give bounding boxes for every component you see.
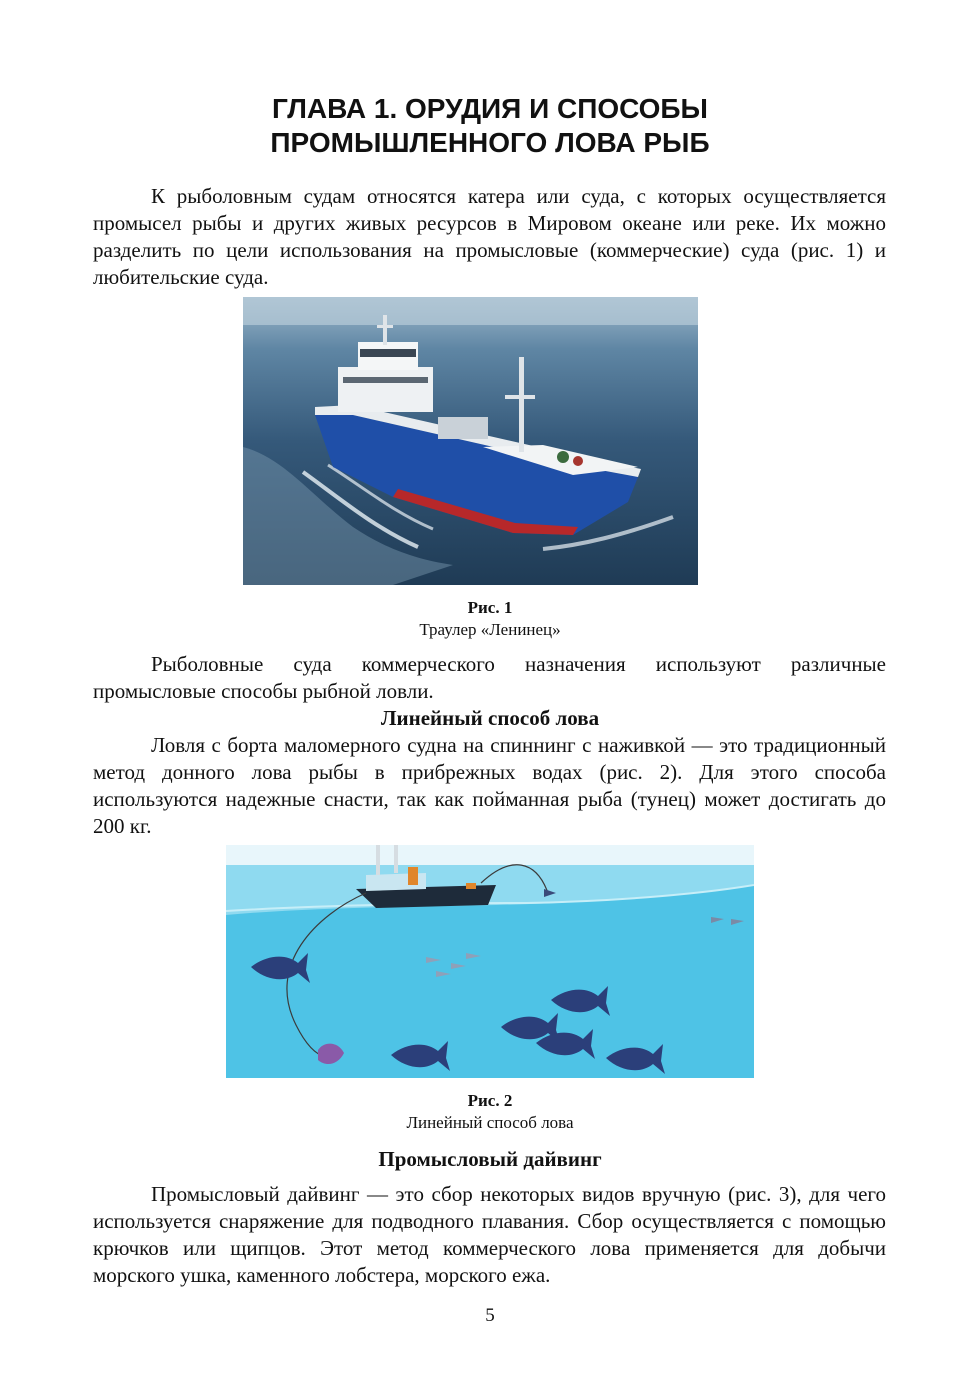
figure-2-label: Рис. 2	[467, 1091, 513, 1110]
diving-paragraph: Промысловый дайвинг — это сбор некоторых видов вручную (рис. 3), для чего используется снаряжение для подводного плавания. Сбор осуществляется с помощью крючков или щипцов. Этот метод коммерческого лова применяется для добычи морского ушка, каменного лобстера, морского ежа.	[93, 1182, 886, 1287]
page-number: 5	[485, 1305, 495, 1326]
chapter-title-line-2: ПРОМЫШЛЕННОГО ЛОВА РЫБ	[270, 127, 710, 158]
line-fishing-illustration	[226, 845, 754, 1078]
intro-paragraph: К рыболовным судам относятся катера или суда, с которых осуществляется промысел рыбы и других живых ресурсов в Мировом океане или реке. Их можно разделить по цели использования на промысловые (коммерческие) суда (рис. 1) и любительские суда.	[93, 184, 886, 289]
line-fishing-paragraph: Ловля с борта маломерного судна на спиннинг с наживкой — это традиционный метод донного лова рыбы в прибрежных водах (рис. 2). Для этого способа используются надежные снасти, так как пойманная рыба (тунец) может достигать до 200 кг.	[93, 733, 886, 838]
chapter-title	[0, 92, 980, 160]
figure-1-caption: Траулер «Ленинец»	[419, 620, 561, 639]
trawler-photo	[243, 297, 698, 585]
line-method-heading: Линейный способ лова	[380, 706, 600, 730]
chapter-title-line-1: ГЛАВА 1. ОРУДИЯ И СПОСОБЫ	[272, 93, 708, 124]
figure-2-caption: Линейный способ лова	[406, 1113, 574, 1132]
figure-1-label: Рис. 1	[467, 598, 513, 617]
commercial-paragraph: Рыболовные суда коммерческого назначения используют различные промысловые способы рыбной ловли.	[93, 652, 886, 703]
diving-heading: Промысловый дайвинг	[378, 1147, 602, 1171]
